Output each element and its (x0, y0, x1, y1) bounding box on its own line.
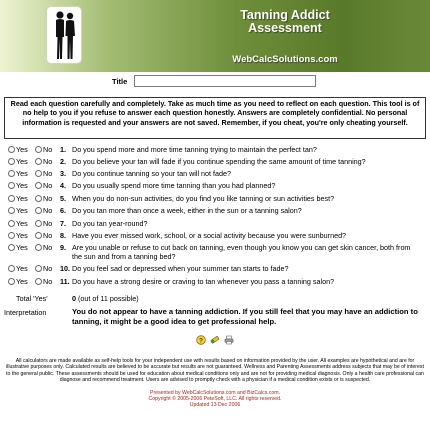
answer-yes-option[interactable] (8, 194, 28, 203)
radio-no-label: No (43, 206, 53, 215)
radio-yes[interactable] (8, 158, 15, 165)
radio-yes-label: Yes (16, 277, 28, 286)
total-row (0, 294, 430, 304)
radio-yes[interactable] (8, 244, 15, 251)
radio-yes-label: Yes (16, 231, 28, 240)
interpretation-text: You do not appear to have a tanning addiction. If you still feel that you may have an addiction to tanning, it might be a good idea to get professional help. (72, 307, 418, 326)
radio-no-label: No (43, 194, 53, 203)
answer-yes-option[interactable] (8, 206, 28, 215)
answer-no-option[interactable] (35, 231, 52, 240)
radio-yes-label: Yes (16, 145, 28, 154)
total-count: 0 (72, 294, 76, 303)
question-number: 4. (60, 181, 66, 190)
radio-no[interactable] (35, 146, 42, 153)
couple-silhouette-icon (50, 9, 80, 63)
app-title (200, 9, 370, 35)
title-label: Title (112, 77, 128, 86)
radio-yes-label: Yes (16, 157, 28, 166)
radio-yes-label: Yes (16, 264, 28, 273)
tool-buttons (196, 335, 236, 347)
print-icon (224, 335, 234, 345)
instructions-box: Read each question carefully and completely. Take as much time as you need to reflect on each question. This tool is of no help to you if you refuse to answer each question honestly. Answers are completely confidential. No personal information is requested and your answers are not saved. Remember, if you cheat, you're only cheating yourself. (4, 97, 426, 139)
footer-link-webcalc[interactable]: WebCalcSolutions.com (182, 390, 236, 396)
question-text: Do you continue tanning so your tan will not fade? (72, 169, 232, 178)
question-number: 8. (60, 231, 66, 240)
footer-presented: Presented by WebCalcSolutions.com and BizCalcs.com. (150, 390, 280, 396)
question-number: 3. (60, 169, 66, 178)
radio-yes[interactable] (8, 265, 15, 272)
radio-no[interactable] (35, 182, 42, 189)
footer-updated: Updated 13 Dec 2006 (189, 402, 241, 409)
title-row (0, 74, 430, 88)
radio-yes-label: Yes (16, 169, 28, 178)
question-text: Do you spend more and more time tanning trying to maintain the perfect tan? (72, 145, 317, 154)
footer (0, 390, 430, 409)
question-text: Do you usually spend more time tanning than you had planned? (72, 181, 276, 190)
disclaimer-text: All calculators are made available as self-help tools for your independent use with results based on information provided by the user. All examples are hypothetical and are for illustrative purposes only. Calculated results are believed to be accurate but results are not guaranteed. Wellness and Parenting Assessments address subjects that may be of interest to the general public. These assessments should be used for education about medical conditions only and are not for providing medical diagnosis. Only a health care professional can diagnose and recommend treatment. Users are advised to promptly check with a physician if a medical condition exists or is suspected. (6, 358, 424, 384)
radio-no-label: No (43, 264, 53, 273)
radio-no-label: No (43, 243, 53, 252)
question-number: 9. (60, 243, 66, 252)
answer-no-option[interactable] (35, 169, 52, 178)
question-number: 11. (60, 277, 70, 286)
answer-no-option[interactable] (35, 181, 52, 190)
question-number: 1. (60, 145, 66, 154)
question-text: Do you feel sad or depressed when your summer tan starts to fade? (72, 264, 289, 273)
site-name: WebCalcSolutions.com (232, 54, 338, 65)
answer-yes-option[interactable] (8, 231, 28, 240)
total-suffix: (out of 11 possible) (78, 294, 139, 303)
help-icon (196, 335, 206, 345)
radio-yes-label: Yes (16, 181, 28, 190)
radio-no-label: No (43, 277, 53, 286)
radio-no-label: No (43, 231, 53, 240)
print-button[interactable] (224, 335, 234, 345)
answer-no-option[interactable] (35, 194, 52, 203)
radio-yes[interactable] (8, 220, 15, 227)
total-label: Total 'Yes' (16, 294, 48, 303)
radio-no[interactable] (35, 232, 42, 239)
logo (46, 6, 82, 64)
answer-no-option[interactable] (35, 277, 52, 286)
radio-yes-label: Yes (16, 219, 28, 228)
footer-copyright: Copyright © 2005-2006 PeteSoft, LLC. All rights reserved. (148, 396, 282, 403)
answer-yes-option[interactable] (8, 264, 28, 273)
radio-yes-label: Yes (16, 206, 28, 215)
help-button[interactable] (196, 335, 206, 345)
footer-presented-prefix: Presented by (150, 390, 183, 396)
radio-yes[interactable] (8, 182, 15, 189)
answer-no-option[interactable] (35, 157, 52, 166)
title-input[interactable] (134, 75, 316, 87)
answer-yes-option[interactable] (8, 219, 28, 228)
radio-no[interactable] (35, 207, 42, 214)
answer-yes-option[interactable] (8, 181, 28, 190)
interpretation-label: Interpretation (4, 308, 47, 317)
footer-presented-and: and (235, 390, 248, 396)
radio-no-label: No (43, 157, 53, 166)
radio-yes[interactable] (8, 170, 15, 177)
question-number: 10. (60, 264, 70, 273)
radio-yes[interactable] (8, 146, 15, 153)
radio-no[interactable] (35, 244, 42, 251)
question-text: Do you believe your tan will fade if you continue spending the same amount of time tanning? (72, 157, 366, 166)
question-number: 2. (60, 157, 66, 166)
svg-text:?: ? (199, 337, 203, 345)
radio-no[interactable] (35, 278, 42, 285)
question-text: Do you tan year-round? (72, 219, 148, 228)
answer-yes-option[interactable] (8, 157, 28, 166)
answer-yes-option[interactable] (8, 145, 28, 154)
answer-no-option[interactable] (35, 219, 52, 228)
question-text: When you do non-sun activities, do you find you like tanning or sun activities best? (72, 194, 335, 203)
radio-no-label: No (43, 145, 53, 154)
answer-no-option[interactable] (35, 243, 52, 252)
radio-yes-label: Yes (16, 194, 28, 203)
footer-link-bizcalcs[interactable]: BizCalcs.com (247, 390, 279, 396)
radio-no-label: No (43, 169, 53, 178)
answer-yes-option[interactable] (8, 243, 28, 252)
radio-no-label: No (43, 181, 53, 190)
answer-no-option[interactable] (35, 206, 52, 215)
total-value (72, 294, 139, 303)
question-number: 7. (60, 219, 66, 228)
question-text: Do you have a strong desire or craving to tan whenever you pass a tanning salon? (72, 277, 335, 286)
radio-no[interactable] (35, 195, 42, 202)
clear-button[interactable] (210, 335, 220, 345)
question-text: Are you unable or refuse to cut back on tanning, even though you know you can get skin cancer, both from the sun and from a tanning bed? (72, 243, 411, 261)
answer-yes-option[interactable] (8, 277, 28, 286)
question-text: Do you tan more than once a week, either in the sun or a tanning salon? (72, 206, 302, 215)
radio-no-label: No (43, 219, 53, 228)
radio-no[interactable] (35, 170, 42, 177)
app-title-line1: Tanning Addict (240, 8, 330, 22)
radio-yes-label: Yes (16, 243, 28, 252)
question-text: Have you ever missed work, school, or a social activity because you were sunburned? (72, 231, 347, 240)
radio-yes[interactable] (8, 207, 15, 214)
header-banner (0, 0, 430, 72)
radio-yes[interactable] (8, 232, 15, 239)
eraser-icon (210, 335, 220, 345)
radio-yes[interactable] (8, 195, 15, 202)
radio-no[interactable] (35, 265, 42, 272)
radio-no[interactable] (35, 158, 42, 165)
answer-no-option[interactable] (35, 264, 52, 273)
radio-no[interactable] (35, 220, 42, 227)
radio-yes[interactable] (8, 278, 15, 285)
question-number: 5. (60, 194, 66, 203)
answer-yes-option[interactable] (8, 169, 28, 178)
app-title-line2: Assessment (248, 21, 322, 35)
question-number: 6. (60, 206, 66, 215)
answer-no-option[interactable] (35, 145, 52, 154)
